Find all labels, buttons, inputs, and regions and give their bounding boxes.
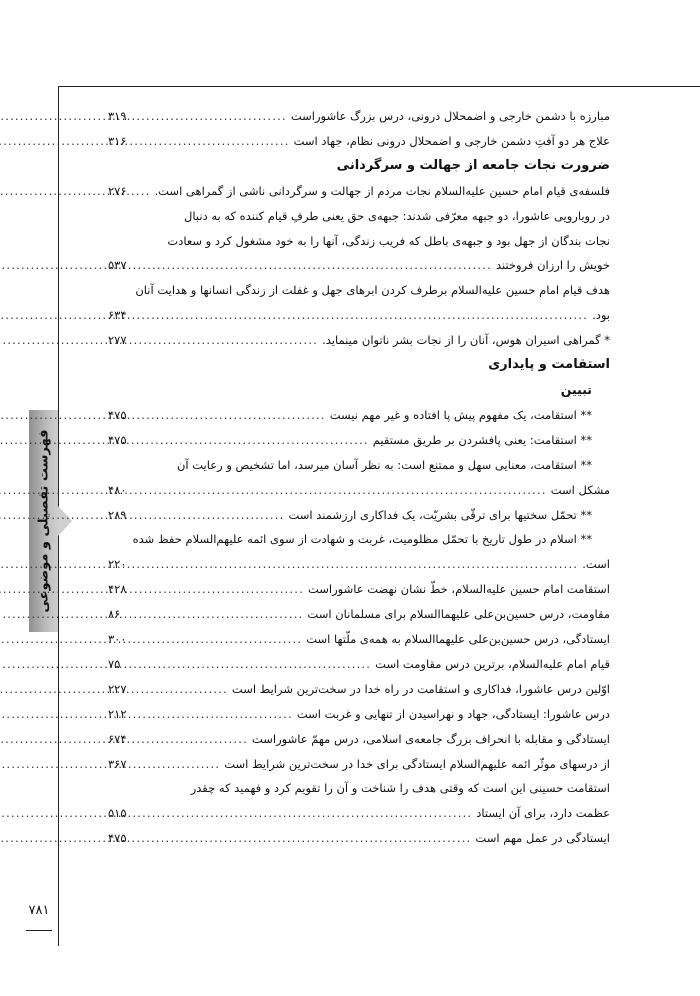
- index-entry: * گمراهی اسیران هوس، آنان را از نجات بشر ناتوان مینماید. ..... ۲۷۷: [108, 328, 610, 353]
- entry-line: در رویارویی عاشورا، دو جبهه معرّفی شدند: جبهه‌ی حق یعنی طرفِ قیام کننده که به دنبال: [184, 208, 610, 223]
- index-entry: قیام امام علیه‌السلام، برترین درس مقاومت است ..... ۷۵: [108, 652, 610, 677]
- index-entry: عظمت دارد، برای آن ایستاد ..... ۵۱۵: [108, 801, 610, 826]
- entry-line: ** اسلام در طول تاریخ با تحمّل مظلومیت، غربت و شهادت از سوی ائمه علیهم‌السلام حفظ شده: [132, 532, 592, 547]
- index-entry: مشکل است ..... ۴۸۰: [108, 478, 610, 503]
- entry-line: نجات بندگان از جهل بود و جبهه‌ی باطل که فریب زندگی، آنها را به خود مشغول کرد و سعادت: [167, 233, 610, 248]
- side-tab-label: فهرست تفصیلی و موضوعی: [36, 429, 51, 613]
- index-entry: ایستادگی، درس حسین‌بن‌علی علیهماالسلام به همه‌ی ملّتها است ..... ۳۰۰: [108, 627, 610, 652]
- index-entry: ** استقامت: یعنی پافشردن بر طریق مستقیم ..... ۴۷۵: [108, 428, 610, 453]
- index-entry: ایستادگی و مقابله با انحراف بزرگ جامعه‌ی اسلامی، درس مهمّ عاشوراست ..... ۶۷۴: [108, 727, 610, 752]
- top-rule: [58, 86, 700, 87]
- entry-line: هدف قیام امام حسین علیه‌السلام برطرف کردن ابرهای جهل و غفلت از زندگی انسانها و هدایت آنان: [135, 283, 610, 298]
- index-entry: اوّلین درس عاشورا، فداکاری و استقامت در راه خدا در سخت‌ترین شرایط است ..... ۲۲۷: [108, 677, 610, 702]
- index-content: [108, 104, 610, 851]
- index-entry: از درسهای موثّر ائمه علیهم‌السلام ایستادگی برای خدا در سخت‌ترین شرایط است ..... ۳۶۷: [108, 752, 610, 777]
- page-number: ۷۸۱: [28, 903, 50, 918]
- index-entry: علاج هر دو آفتِ دشمن خارجی و اضمحلال درونی نظام، جهاد است ..... ۳۱۶: [108, 129, 610, 154]
- index-entry: مبارزه با دشمن خارجی و اضمحلال درونی، درس بزرگ عاشوراست ..... ۳۱۹: [108, 104, 610, 129]
- entry-line: استقامت حسینی این است که وقتی هدف را شناخت و آن را تقویم کرد و فهمید که چقدر: [190, 781, 610, 796]
- index-entry: استقامت امام حسین علیه‌السلام، خطّ نشان نهضت عاشوراست ..... ۴۲۸: [108, 577, 610, 602]
- entry-line: ** استقامت، معنایی سهل و ممتنع است: به نظر آسان میرسد، اما تشخیص و رعایت آن: [176, 457, 592, 472]
- index-entry: درس عاشورا: ایستادگی، جهاد و نهراسیدن از تنهایی و غربت است ..... ۲۱۲: [108, 702, 610, 727]
- index-entry: ایستادگی در عمل مهم است ..... ۴۷۵: [108, 826, 610, 851]
- index-entry: ** استقامت، یک مفهوم پیش پا افتاده و غیر مهم نیست ..... ۴۷۵: [108, 403, 610, 428]
- section-heading: ضرورت نجات جامعه از جهالت و سرگردانی: [336, 157, 610, 173]
- index-entry: ** تحمّل سختیها برای ترقّی بشریّت، یک فداکاری ارزشمند است ..... ۲۸۹: [108, 503, 610, 528]
- section-heading: استقامت و پایداری: [488, 357, 610, 373]
- index-entry: فلسفه‌ی قیام امام حسین علیه‌السلام نجات مردم از جهالت و سرگردانی ناشی از گمراهی است. ..... ۲۷۶: [108, 179, 610, 204]
- bottom-rule: [26, 930, 52, 931]
- index-entry: خویش را ارزان فروختند ..... ۵۳۷: [108, 253, 610, 278]
- index-entry: بود. ..... ۶۳۴: [108, 303, 610, 328]
- subsection-heading: تبیین: [560, 381, 592, 397]
- index-entry: مقاومت، درس حسین‌بن‌علی علیهماالسلام برای مسلمانان است ..... ۸۶: [108, 602, 610, 627]
- index-entry: است. ..... ۲۲۰: [108, 552, 610, 577]
